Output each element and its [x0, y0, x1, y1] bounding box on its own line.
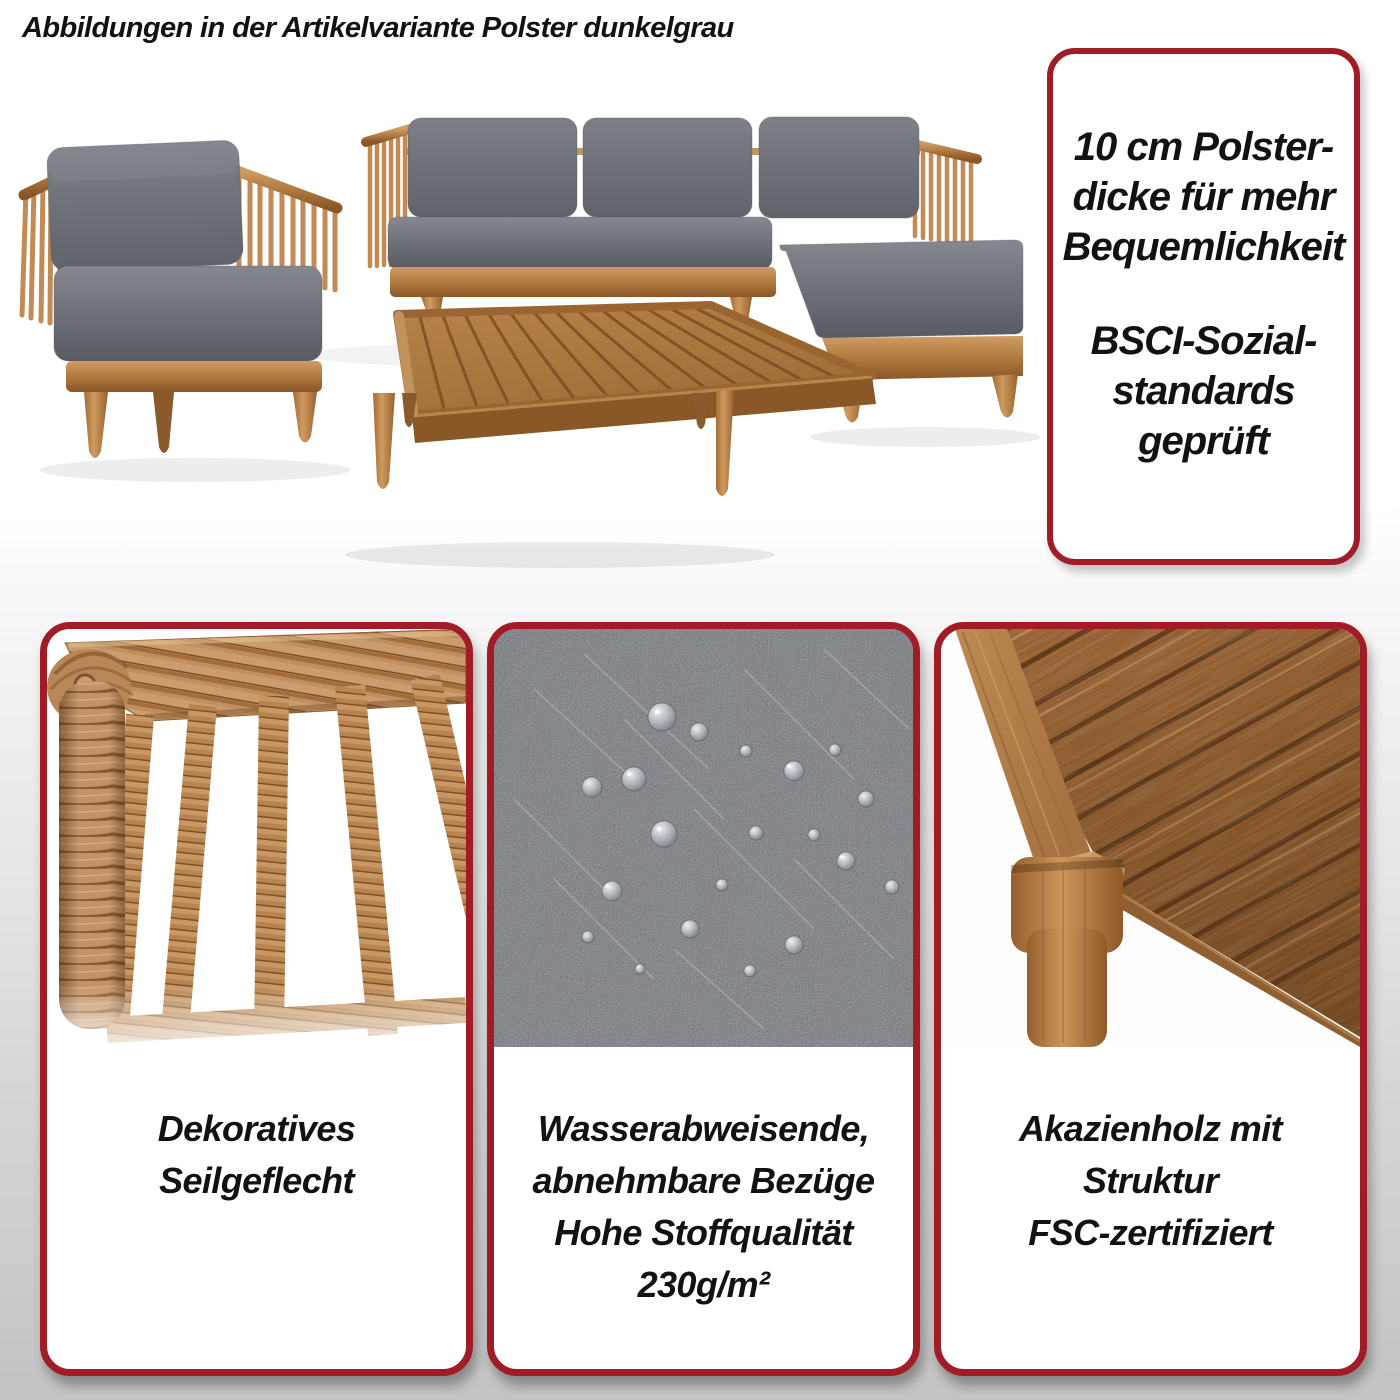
- info-text-bsci: BSCI-Sozial- standards geprüft: [1090, 319, 1317, 463]
- caption-rope: Dekoratives Seilgeflecht: [157, 1108, 356, 1201]
- armchair-back-cushion: [46, 140, 243, 272]
- caption-fabric: Wasserabweisende, abnehmbare Bezüge Hohe Stoffqualität 230g/m²: [532, 1108, 875, 1305]
- sofa-seat-cushion: [388, 217, 772, 269]
- info-box: [1047, 48, 1360, 565]
- sofa-back-cushions: [408, 117, 919, 218]
- page-title: Abbildungen in der Artikelvariante Polster dunkelgrau: [22, 12, 734, 44]
- feature-panel-wood: [934, 622, 1367, 1376]
- feature-panels: [40, 622, 1367, 1376]
- wood-texture-photo: [941, 629, 1360, 1047]
- rope-weave-photo: [47, 629, 466, 1047]
- lounge-set-illustration: [0, 55, 1040, 605]
- fabric-water-drops-photo: [494, 629, 913, 1047]
- lounge-set-photo: [0, 55, 1040, 605]
- caption-wood: Akazienholz mit Struktur FSC-zertifiziert: [1018, 1108, 1283, 1253]
- info-text-cushion-thickness: 10 cm Polster- dicke für mehr Bequemlichkeit: [1062, 125, 1345, 269]
- armchair-seat-cushion: [54, 266, 322, 361]
- feature-panel-fabric: [487, 622, 920, 1376]
- feature-panel-rope: [40, 622, 473, 1376]
